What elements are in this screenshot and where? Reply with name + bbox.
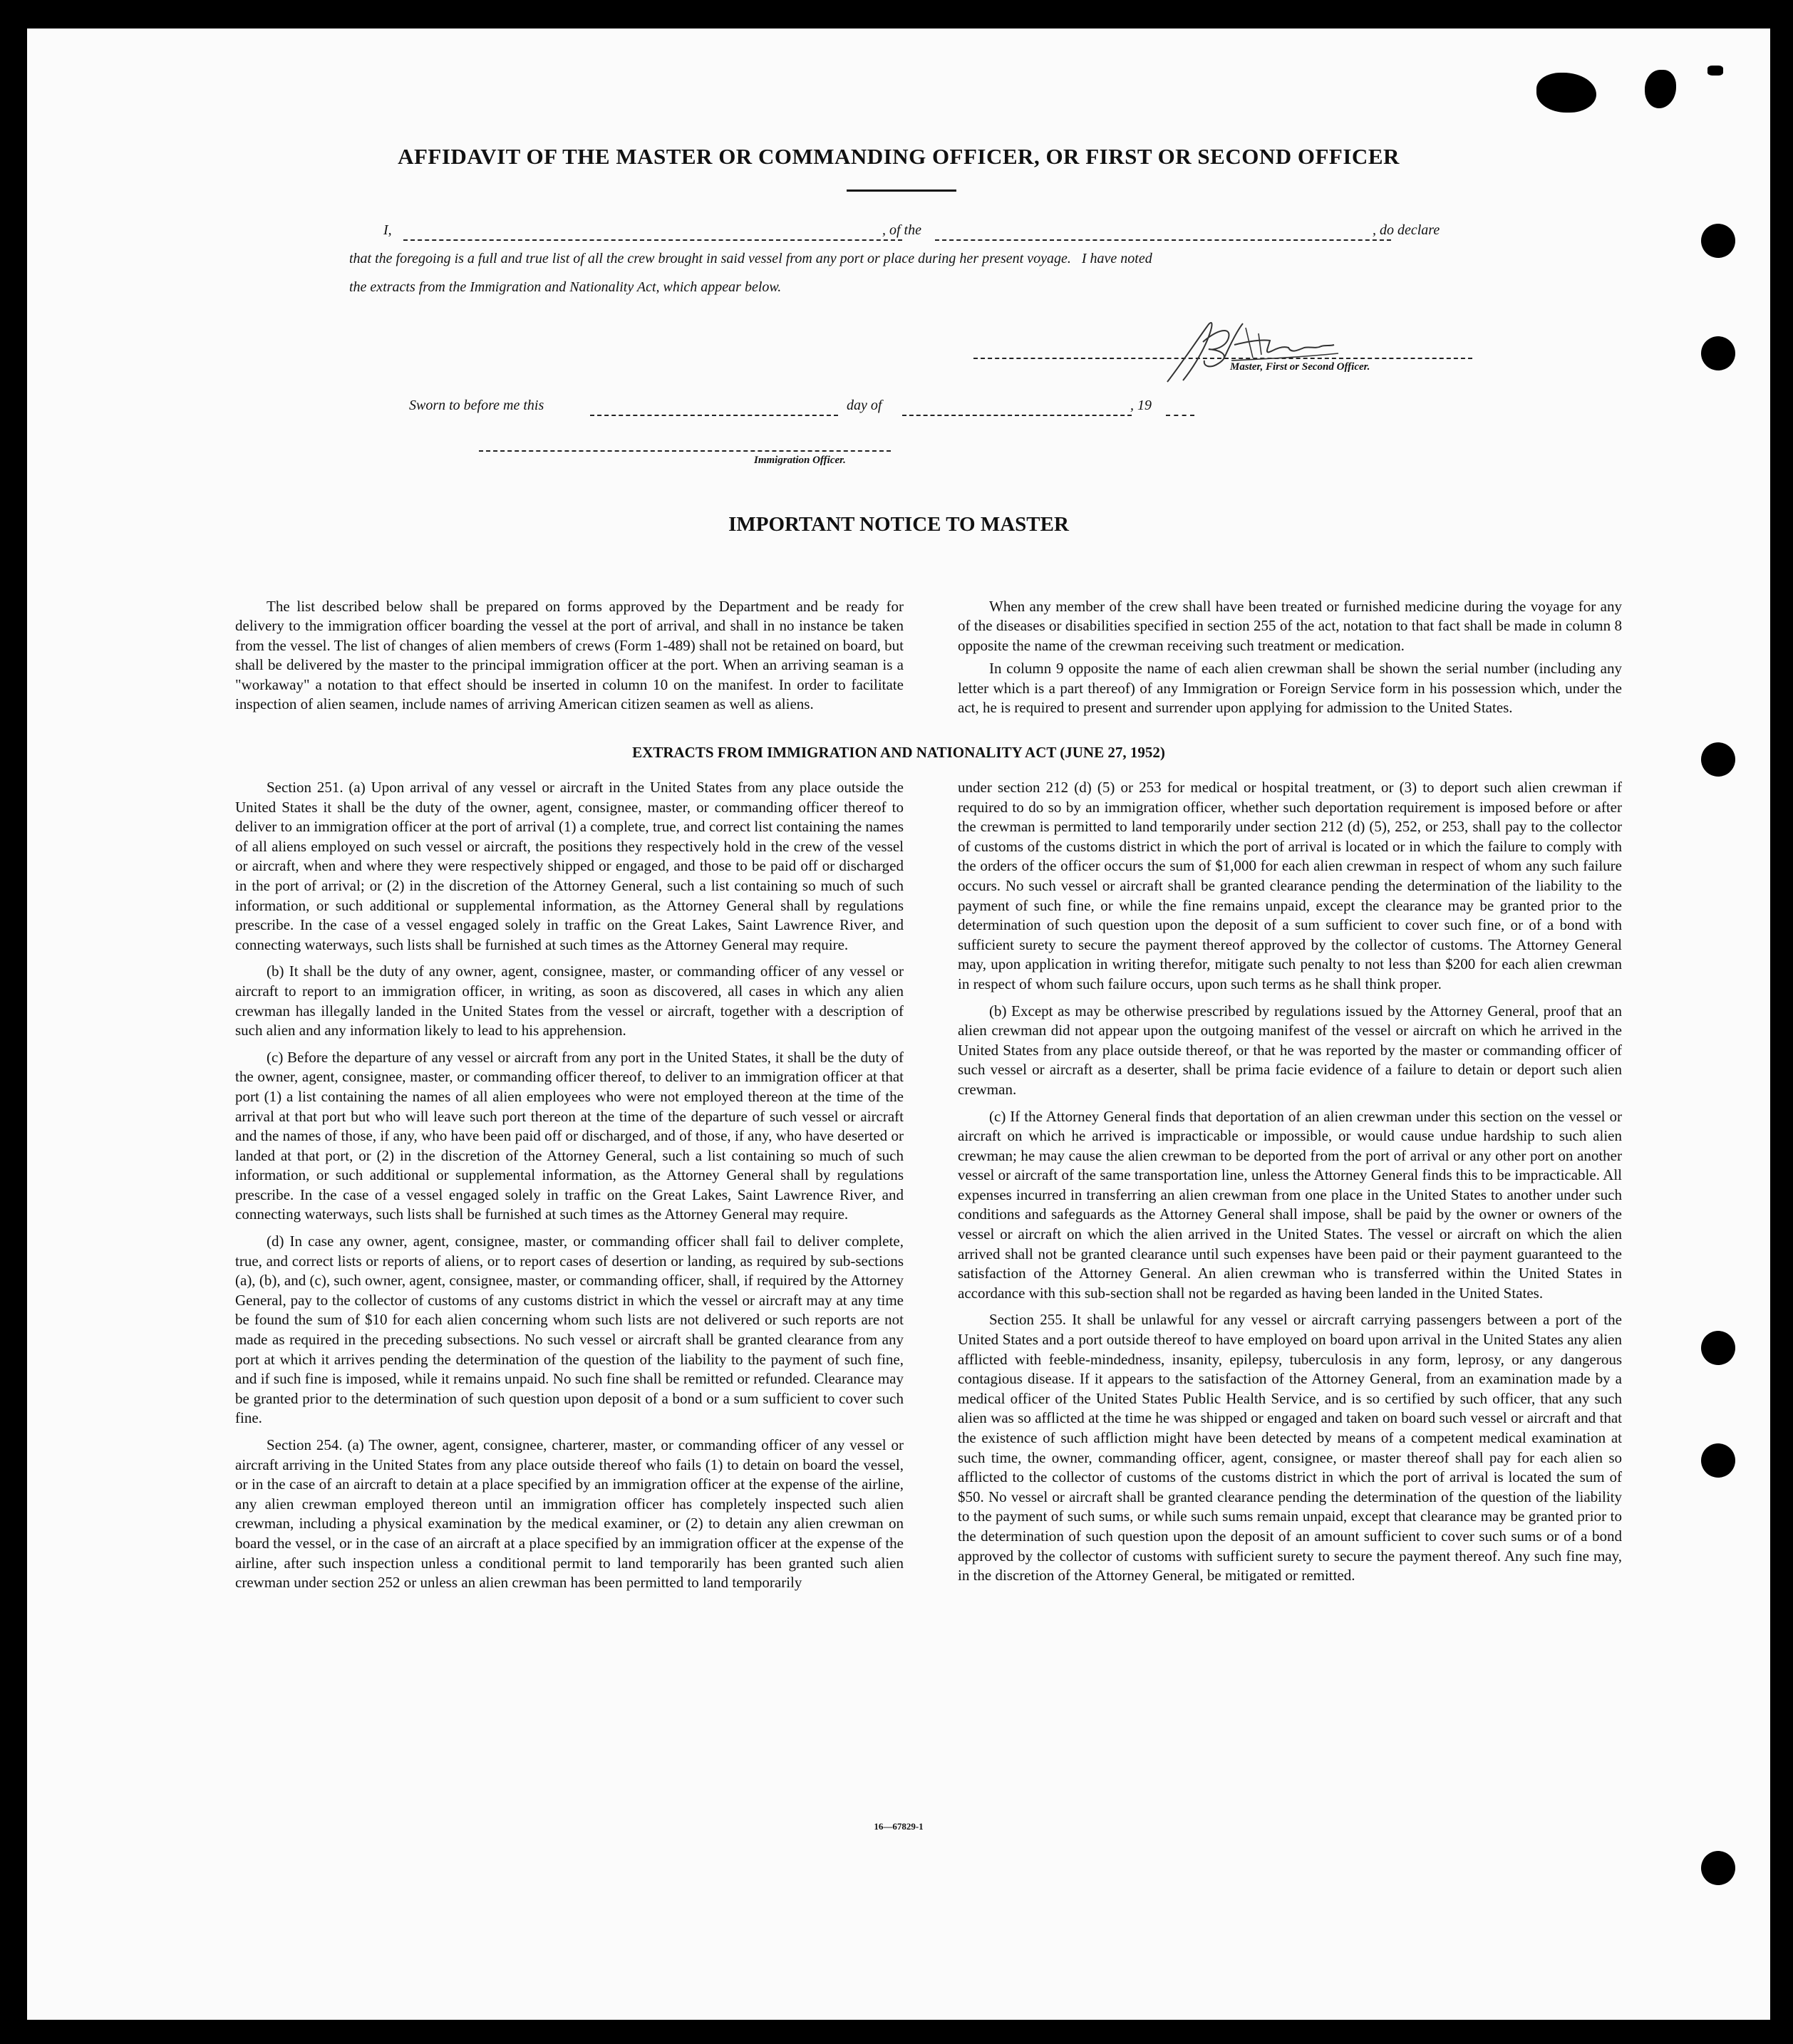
declaration-line-2: that the foregoing is a full and true list of all the crew brought in said vessel from any port or place during her present voyage. I have noted [349, 251, 1152, 266]
year-label: , 19 [1130, 398, 1152, 413]
punch-hole [1701, 336, 1735, 370]
declare-label: , do declare [1373, 222, 1440, 238]
signature-caption: Master, First or Second Officer. [1230, 361, 1370, 373]
torn-mark [1707, 66, 1723, 76]
extract-paragraph: (b) Except as may be otherwise prescribed by regulations issued by the Attorney General, proof that an alien crewman did not appear upon the outgoing manifest of the vessel or aircraft on which he arrived in the United States from any place outside thereof, or that he was reported by the master or commanding officer of such vessel or aircraft as a deserter, shall be prima facie evidence of a failure to detain or deport such alien crewman. [958, 1002, 1622, 1098]
sworn-day-line[interactable] [590, 415, 838, 416]
punch-hole [1701, 224, 1735, 258]
extract-paragraph: Section 255. It shall be unlawful for any vessel or aircraft carrying passengers between a port of the United States and a port outside thereof to have employed on board upon arrival in the United States any alien afflicted with feeble-mindedness, insanity, epilepsy, tuberculosis in any form, leprosy, or any dangerous contagious disease. If it appears to the satisfaction of the Attorney General, from an examination made by a medical officer of the United States Public Health Service, and is so certified by such officer, that any such alien was so afflicted at the time he was shipped or engaged and taken on board such vessel or aircraft and that the existence of such affliction might have been detected by means of a competent medical examination at such time, the owner, commanding officer, agent, consignee, or master thereof shall pay for each alien so afflicted to the collector of customs of the customs district in which the port of arrival is located the sum of $50. No vessel or aircraft shall be granted clearance pending the determination of the question of the liability to the payment of such sums, or while such sums remain unpaid, except that clearance may be granted prior to the determination of such question upon the deposit of an amount sufficient to cover such sums or of a bond approved by the collector of customs with sufficient surety to secure the payment thereof. Any such fine may, in the discretion of the Attorney General, be mitigated or remitted. [958, 1311, 1622, 1584]
extract-paragraph: Section 254. (a) The owner, agent, consignee, charterer, master, or commanding officer of any vessel or aircraft arriving in the United States from any place outside thereof who fails (1) to detain on board the vessel, or in the case of an aircraft to detain at a place specified by an immigration officer at the expense of the airline, any alien crewman employed thereon until an immigration officer has completely inspected such alien crewman, including a physical examination by the medical examiner, or (2) to detain any alien crewman on board the vessel, or in the case of an aircraft at a place specified by an immigration officer at the expense of the airline, after such inspection unless a conditional permit to land temporarily has been granted such alien crewman under section 252 or unless an alien crewman has been permitted to land temporarily [235, 1436, 904, 1592]
vessel-name-line[interactable] [935, 239, 1391, 241]
extract-paragraph: (d) In case any owner, agent, consignee, master, or commanding officer shall fail to deliver complete, true, and correct lists or reports of aliens, or to report cases of desertion or landing, as required by sub-sections (a), (b), and (c), such owner, agent, consignee, master, or commanding officer, shall, if required by the Attorney General, pay to the collector of customs of any customs district in which the vessel or aircraft may at any time be found the sum of $10 for each alien concerning whom such lists are not delivered or such reports are not made as required in the preceding subsections. No such vessel or aircraft shall be granted clearance from any port at which it arrives pending the determination of the question of the liability to the payment of such fine, and if such fine is imposed, while it remains unpaid. No such fine shall be remitted or refunded. Clearance may be granted prior to the determination of such question upon deposit of a bond or a sum sufficient to cover such fine. [235, 1233, 904, 1427]
notice-paragraph: When any member of the crew shall have been treated or furnished medicine during the voyage for any of the diseases or disabilities specified in section 255 of the act, notation to that fact shall be made in column 8 opposite the name of the crewman receiving such treatment or medication. [958, 598, 1622, 654]
declaration-line-3: the extracts from the Immigration and Nationality Act, which appear below. [349, 279, 782, 295]
day-of-label: day of [847, 398, 882, 413]
affidavit-title: AFFIDAVIT OF THE MASTER OR COMMANDING OFFICER, OR FIRST OR SECOND OFFICER [398, 144, 1400, 169]
sworn-label: Sworn to before me this [409, 398, 544, 413]
torn-mark [1645, 70, 1676, 108]
extract-paragraph: Section 251. (a) Upon arrival of any vessel or aircraft in the United States from any place outside the United States it shall be the duty of the owner, agent, consignee, master, or commanding officer thereof to deliver to an immigration officer at the port of arrival (1) a complete, true, and correct list containing the names of all aliens employed on such vessel or aircraft, the positions they respectively hold in the crew of the vessel or aircraft, when and where they were respectively shipped or engaged, and those to be paid off or discharged in the port of arrival; or (2) in the discretion of the Attorney General, such a list containing so much of such information, or such additional or supplemental information, as the Attorney General shall by regulations prescribe. In the case of a vessel engaged solely in traffic on the Great Lakes, Saint Lawrence River, and connecting waterways, such lists shall be furnished at such times as the Attorney General may require. [235, 779, 904, 953]
notice-paragraph: The list described below shall be prepared on forms approved by the Department and be ready for delivery to the immigration officer boarding the vessel at the port of arrival, and shall in no instance be taken from the vessel. The list of changes of alien members of crews (Form 1-489) shall not be retained on board, but shall be delivered by the master to the principal immigration officer at the port. When an arriving seaman is a "workaway" a notation to that effect should be inserted in column 10 on the manifest. In order to facilitate inspection of alien seamen, include names of arriving American citizen seamen as well as aliens. [235, 598, 904, 713]
notice-paragraph: In column 9 opposite the name of each alien crewman shall be shown the serial number (including any letter which is a part thereof) of any Immigration or Foreign Service form in his possession which, under the act, he is required to present and surrender upon applying for admission to the United States. [958, 660, 1622, 717]
extracts-left-column [235, 778, 904, 1600]
notice-right-column [958, 597, 1622, 721]
handwritten-signature [1139, 313, 1353, 392]
punch-hole [1701, 1331, 1735, 1365]
punch-hole [1701, 1443, 1735, 1478]
immigration-officer-caption: Immigration Officer. [754, 455, 846, 466]
vessel-label: , of the [882, 222, 921, 238]
extracts-right-column [958, 778, 1622, 1593]
sworn-month-line[interactable] [902, 415, 1132, 416]
extract-paragraph: under section 212 (d) (5) or 253 for medical or hospital treatment, or (3) to deport such alien crewman if required to do so by an immigration officer, whether such deportation requirement is imposed before or after the crewman is permitted to land temporarily under section 212 (d) (5), 252, or 253, shall pay to the collector of customs of the customs district in which the port of arrival is located or in which the failure to comply with the orders of the officer occurs the sum of $1,000 for each alien crewman in respect of whom any such failure occurs. No such vessel or aircraft shall be granted clearance pending the determination of the liability to the payment of such fine, or while the fine remains unpaid, except the clearance may be granted prior to the determination of such question upon the deposit of a sum sufficient to cover such fine, or of a bond with sufficient surety to secure the payment thereof approved by the collector of customs. The Attorney General may, upon application in writing therefor, mitigate such penalty to not less than $200 for each alien crewman in respect of whom such failure occurs, upon such terms as he shall think proper. [958, 779, 1622, 992]
notice-left-column [235, 597, 904, 717]
title-divider [847, 190, 956, 192]
extract-paragraph: (b) It shall be the duty of any owner, agent, consignee, master, or commanding officer of any vessel or aircraft to report to an immigration officer, in writing, as soon as discovered, all cases in which any alien crewman has illegally landed in the United States from the vessel or aircraft, together with a description of such alien and any information likely to lead to his apprehension. [235, 963, 904, 1039]
extract-paragraph: (c) Before the departure of any vessel or aircraft from any port in the United States, it shall be the duty of the owner, agent, consignee, master, or commanding officer thereof, to deliver to an immigration officer at that port (1) a list containing the names of all alien employees who were not employed thereon at the time of the arrival at that port but who will leave such port thereon at the time of the departure of such vessel or aircraft and the names of those, if any, who have been paid off or discharged, and of those, if any, who have deserted or landed at that port, or (2) in the discretion of the Attorney General, such a list containing so much of such information, or such additional or supplemental information, as the Attorney General shall by regulations prescribe. In the case of a vessel engaged solely in traffic on the Great Lakes, Saint Lawrence River, and connecting waterways, such lists shall be furnished at such times as the Attorney General may require. [235, 1048, 904, 1223]
notice-title: IMPORTANT NOTICE TO MASTER [728, 513, 1069, 536]
extract-paragraph: (c) If the Attorney General finds that deportation of an alien crewman under this section on the vessel or aircraft on which he arrived is impracticable or impossible, or would cause undue hardship to such alien crewman; he may cause the alien crewman to be deported from the port of arrival or any other port on another vessel or aircraft of the same transportation line, unless the Attorney General finds this to be impracticable. All expenses incurred in transferring an alien crewman from one place in the United States to another under such conditions and safeguards as the Attorney General shall impose, shall be paid by the owner or owners of the vessel or aircraft on which the alien arrived in the United States. The vessel or aircraft on which the alien arrived shall not be granted clearance until such expenses have been paid or their payment guaranteed to the satisfaction of the Attorney General. An alien crewman who is transferred within the United States in accordance with this sub-section shall not be regarded as having been landed in the United States. [958, 1107, 1622, 1302]
torn-mark [1536, 73, 1596, 113]
extracts-title: EXTRACTS FROM IMMIGRATION AND NATIONALITY ACT (JUNE 27, 1952) [632, 744, 1165, 761]
immigration-officer-line[interactable] [479, 450, 891, 452]
punch-hole [1701, 1851, 1735, 1885]
declarant-name-line[interactable] [403, 239, 902, 241]
sworn-year-line[interactable] [1166, 415, 1194, 416]
form-number: 16—67829-1 [874, 1821, 924, 1832]
declarant-label: I, [383, 222, 392, 238]
document-page [27, 28, 1770, 2020]
